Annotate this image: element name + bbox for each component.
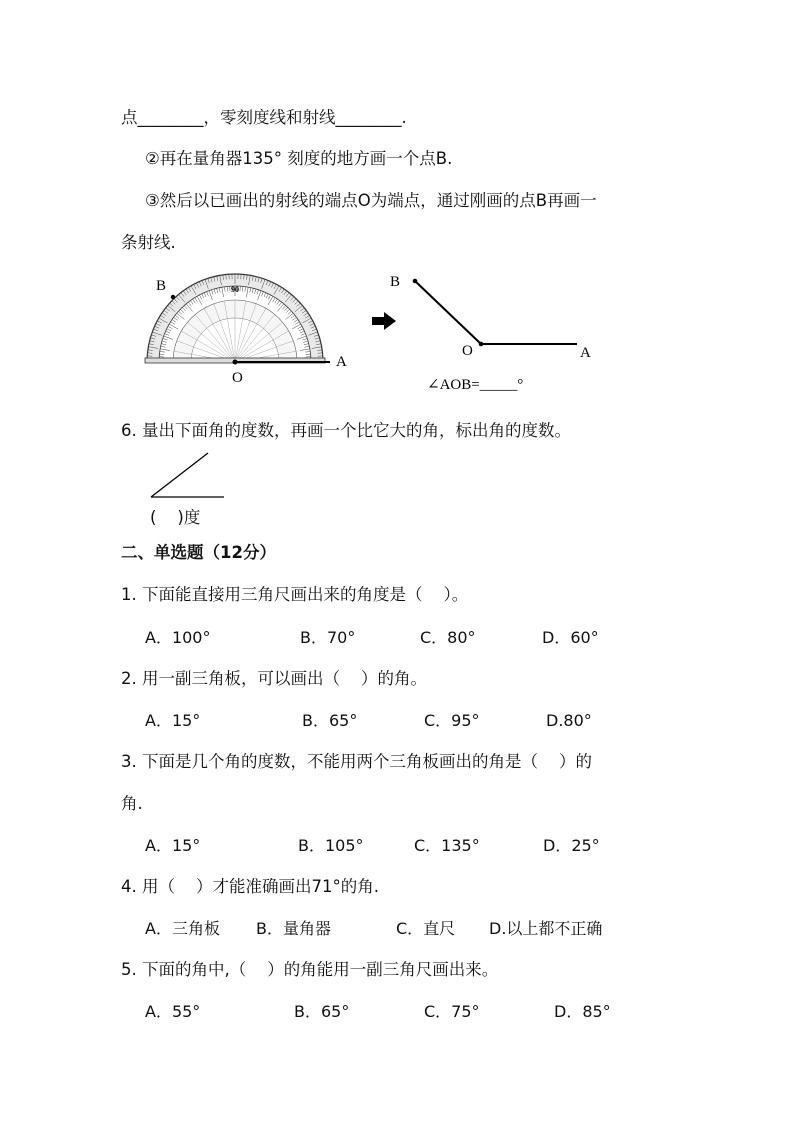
question-5-stem: 5. 下面的角中,（ ）的角能用一副三角尺画出来。 xyxy=(121,960,499,979)
protractor-90-mark: 90 xyxy=(231,285,239,294)
q3-option-a: A．15° xyxy=(145,836,201,855)
section-heading: 二、单选题（12分） xyxy=(121,543,276,562)
question-3-stem-continued: 角. xyxy=(121,794,143,813)
q1-option-b: B．70° xyxy=(300,628,356,647)
q5-option-b: B．65° xyxy=(294,1002,350,1021)
q2-option-d: D.80° xyxy=(546,711,592,730)
label-o: O xyxy=(232,370,243,386)
q1-option-c: C．80° xyxy=(420,628,476,647)
q5-option-d: D．85° xyxy=(554,1002,611,1021)
step-2-text: ②再在量角器135° 刻度的地方画一个点B. xyxy=(145,149,453,168)
question-6-text: 6. 量出下面角的度数，再画一个比它大的角，标出角的度数。 xyxy=(121,421,571,440)
fill-blank-line: 点________，零刻度线和射线________. xyxy=(121,108,407,127)
q1-option-d: D．60° xyxy=(542,628,599,647)
angle-aob-figure xyxy=(385,265,615,400)
q2-option-c: C．95° xyxy=(424,711,480,730)
q2-option-b: B．65° xyxy=(302,711,358,730)
q1-option-a: A．100° xyxy=(145,628,211,647)
q4-option-b: B．量角器 xyxy=(256,919,331,938)
question-4-stem: 4. 用（ ）才能准确画出71°的角. xyxy=(121,877,379,896)
label-o2: O xyxy=(462,343,473,359)
q4-option-c: C．直尺 xyxy=(396,919,456,938)
question-2-stem: 2. 用一副三角板，可以画出（ ）的角。 xyxy=(121,669,427,688)
question-6-blank: ( )度 xyxy=(150,508,201,527)
label-a: A xyxy=(336,354,347,370)
q2-option-a: A．15° xyxy=(145,711,201,730)
label-a2: A xyxy=(580,345,591,361)
q3-option-b: B．105° xyxy=(298,836,364,855)
question-3-stem: 3. 下面是几个角的度数，不能用两个三角板画出的角是（ ）的 xyxy=(121,752,592,771)
angle-aob-answer: ∠AOB=_____° xyxy=(427,377,524,393)
q5-option-a: A．55° xyxy=(145,1002,201,1021)
question-1-stem: 1. 下面能直接用三角尺画出来的角度是（ ）。 xyxy=(121,585,469,604)
q4-option-d: D.以上都不正确 xyxy=(489,919,603,938)
label-b: B xyxy=(156,278,167,294)
step-3-text-continued: 条射线. xyxy=(121,233,176,252)
angle-to-measure xyxy=(148,450,228,502)
protractor-figure xyxy=(140,270,360,390)
q3-option-c: C．135° xyxy=(414,836,480,855)
q4-option-a: A．三角板 xyxy=(145,919,220,938)
q5-option-c: C．75° xyxy=(424,1002,480,1021)
step-3-text: ③然后以已画出的射线的端点O为端点，通过刚画的点B再画一 xyxy=(145,191,597,210)
q3-option-d: D．25° xyxy=(543,836,600,855)
label-b2: B xyxy=(390,274,401,290)
